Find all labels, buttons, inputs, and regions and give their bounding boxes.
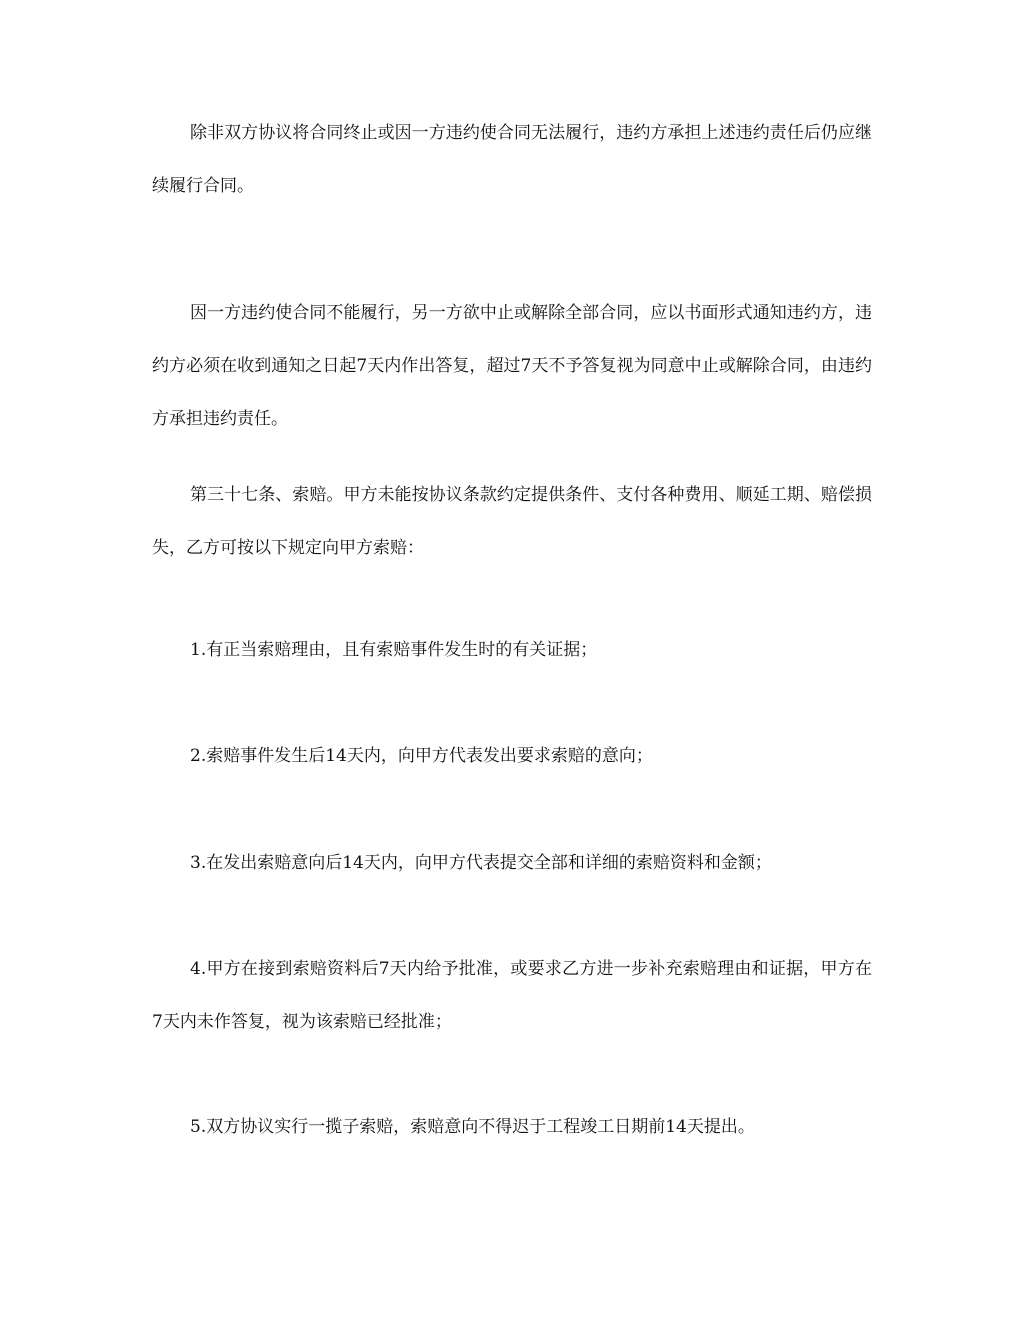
paragraph-contract-termination-notice: 因一方违约使合同不能履行，另一方欲中止或解除全部合同，应以书面形式通知违约方，违约方必须在收到通知之日起7天内作出答复，超过7天不予答复视为同意中止或解除合同，由违约方承担违约责任。: [152, 303, 872, 429]
claim-rule-item-4: 4.甲方在接到索赔资料后7天内给予批准，或要求乙方进一步补充索赔理由和证据，甲方在7天内未作答复，视为该索赔已经批准；: [152, 959, 872, 1032]
claim-rule-item-1: 1.有正当索赔理由，且有索赔事件发生时的有关证据；: [190, 640, 598, 660]
paragraph-article-37-claims: 第三十七条、索赔。甲方未能按协议条款约定提供条件、支付各种费用、顺延工期、赔偿损失，乙方可按以下规定向甲方索赔：: [152, 485, 872, 558]
claim-rule-item-3: 3.在发出索赔意向后14天内，向甲方代表提交全部和详细的索赔资料和金额；: [190, 853, 772, 873]
claim-rule-item-2: 2.索赔事件发生后14天内，向甲方代表发出要求索赔的意向；: [190, 746, 653, 766]
claim-rule-item-5: 5.双方协议实行一揽子索赔，索赔意向不得迟于工程竣工日期前14天提出。: [190, 1117, 755, 1137]
paragraph-contract-continuation: 除非双方协议将合同终止或因一方违约使合同无法履行，违约方承担上述违约责任后仍应继续履行合同。: [152, 123, 872, 196]
